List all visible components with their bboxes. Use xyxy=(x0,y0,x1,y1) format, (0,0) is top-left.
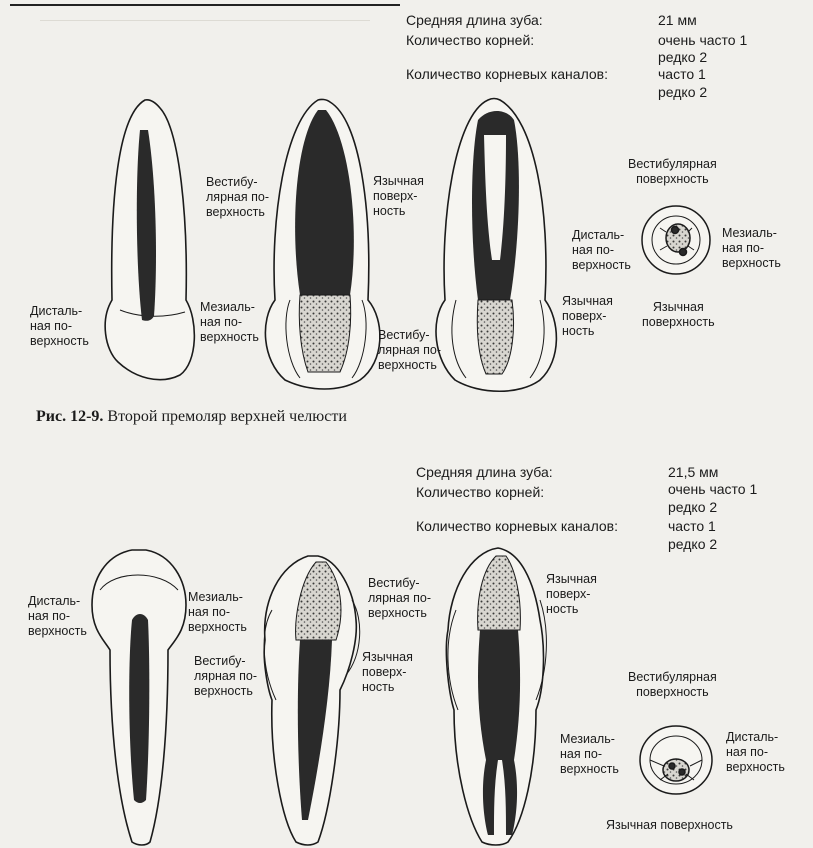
fig1-label-vestibular: Вестибу- лярная по- верхность xyxy=(206,175,269,219)
fig1-label-mesial: Мезиаль- ная по- верхность xyxy=(200,300,259,344)
fig1-label-distal: Дисталь- ная по- верхность xyxy=(30,304,89,348)
fig1-stat-length-label: Средняя длина зуба: xyxy=(406,12,543,28)
figure-caption-text: Второй премоляр верхней челюсти xyxy=(107,408,347,425)
fig2-label-vestibular-right: Вестибу- лярная по- верхность xyxy=(368,576,431,620)
fig1-stat-roots-value-2: редко 2 xyxy=(658,49,708,65)
fig1-tooth-distal-view xyxy=(105,100,194,380)
fig2-stat-length-label: Средняя длина зуба: xyxy=(416,464,553,480)
fig2-cs-label-distal: Дисталь- ная по- верхность xyxy=(726,730,785,774)
fig1-cs-label-distal: Дисталь- ная по- верхность xyxy=(572,228,631,272)
fig2-stat-length-value: 21,5 мм xyxy=(668,464,719,480)
fig2-label-mesial: Мезиаль- ная по- верхность xyxy=(188,590,247,634)
fig2-cross-section xyxy=(640,726,712,794)
fig2-cs-label-mesial: Мезиаль- ная по- верхность xyxy=(560,732,619,776)
fig2-tooth-section-branched xyxy=(446,548,546,845)
fig2-cs-label-lingual: Язычная поверхность xyxy=(606,818,733,832)
fig1-stat-length-value: 21 мм xyxy=(658,12,697,28)
fig2-label-distal: Дисталь- ная по- верхность xyxy=(28,594,87,638)
figure-caption xyxy=(36,408,347,426)
fig2-stat-roots-label: Количество корней: xyxy=(416,484,545,500)
fig2-tooth-section-one-canal xyxy=(264,556,360,845)
fig1-stat-canals-value-2: редко 2 xyxy=(658,84,708,100)
fig2-label-lingual: Язычная поверх- ность xyxy=(362,650,413,694)
fig1-cross-section xyxy=(642,206,710,274)
fig1-cs-label-vestibular: Вестибулярная поверхность xyxy=(628,157,717,186)
figure-caption-number: Рис. 12-9. xyxy=(36,408,104,425)
fig1-cs-label-mesial: Мезиаль- ная по- верхность xyxy=(722,226,781,270)
fig2-stat-canals-value-1: часто 1 xyxy=(668,518,716,534)
fig1-tooth-mesial-section xyxy=(265,99,380,389)
fig1-label-vestibular-2: Вестибу- лярная по- верхность xyxy=(378,328,441,372)
fig2-stat-canals-label: Количество корневых каналов: xyxy=(416,518,619,534)
fig1-stat-canals-value-1: часто 1 xyxy=(658,66,706,82)
fig2-cs-label-vestibular: Вестибулярная поверхность xyxy=(628,670,717,699)
fig2-stat-roots-value-2: редко 2 xyxy=(668,499,718,515)
fig1-label-lingual: Язычная поверх- ность xyxy=(373,174,424,218)
fig2-label-lingual-right: Язычная поверх- ность xyxy=(546,572,597,616)
fig1-cs-label-lingual: Язычная поверхность xyxy=(642,300,715,329)
fig2-stat-canals-value-2: редко 2 xyxy=(668,536,718,552)
fig1-stat-canals-label: Количество корневых каналов: xyxy=(406,66,609,82)
fig2-label-vestibular: Вестибу- лярная по- верхность xyxy=(194,654,257,698)
fig1-label-lingual-2: Язычная поверх- ность xyxy=(562,294,613,338)
fig2-tooth-distal-view xyxy=(92,550,186,845)
fig2-stat-roots-value-1: очень часто 1 xyxy=(668,481,758,497)
fig1-tooth-two-canals xyxy=(436,99,556,392)
fig1-stat-roots-value-1: очень часто 1 xyxy=(658,32,748,48)
fig1-stat-roots-label: Количество корней: xyxy=(406,32,535,48)
